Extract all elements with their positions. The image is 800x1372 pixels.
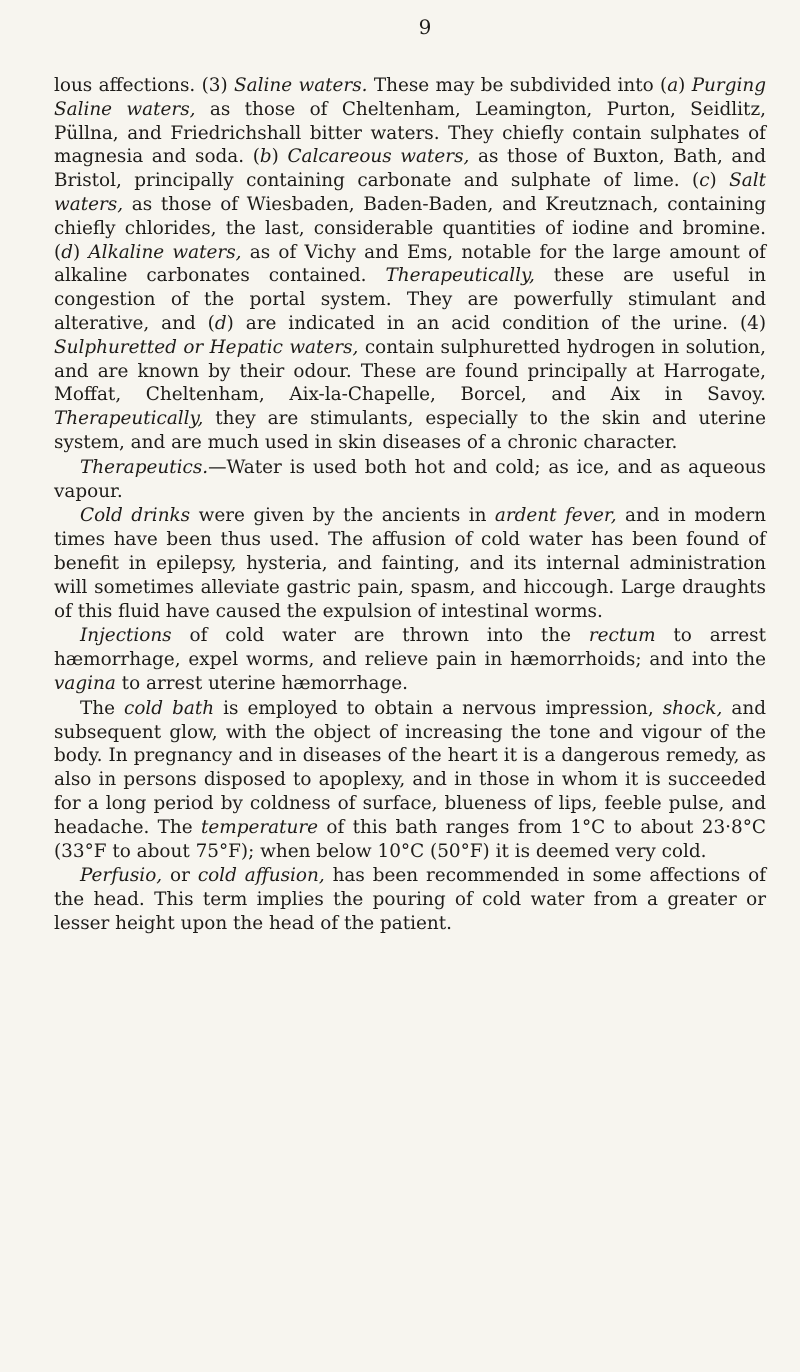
text-run: lous affections. (3)	[54, 75, 235, 96]
text-run: is employed to obtain a nervous impression,	[214, 697, 663, 719]
text-run: were given by the ancients in	[190, 505, 495, 527]
body-text	[54, 74, 766, 936]
text-run: )	[678, 75, 692, 96]
paragraph-p1	[54, 74, 766, 455]
italic-text-run: Saline waters.	[234, 75, 368, 96]
italic-text-run: a	[667, 75, 679, 96]
italic-text-run: Therapeutically,	[54, 408, 204, 430]
text-run: of cold water are thrown into the	[171, 625, 589, 647]
italic-text-run: b	[259, 146, 272, 168]
paragraph-p6	[54, 864, 766, 935]
book-page	[54, 14, 766, 936]
text-run: to arrest hæmorrhage, expel worms, and relieve pain in hæmorrhoids; and into the	[54, 625, 766, 671]
italic-text-run: Alkaline waters,	[88, 241, 242, 263]
text-run: these are useful in congestion of the portal system. They are powerfully stimulant and alterative, and (	[54, 265, 767, 334]
italic-text-run: c	[699, 170, 710, 192]
italic-text-run: d	[214, 312, 227, 334]
text-run: ) are indicated in an acid condition of the urine. (4)	[226, 312, 766, 334]
text-run: to arrest uterine hæmorrhage.	[115, 672, 408, 694]
text-run: contain sulphuretted hydrogen in solution, and are known by their odour. These are found principally at Harrogate, Moffat, Cheltenham, Aix-la-Chapelle, Borcel, and Aix in Savoy.	[54, 336, 766, 406]
italic-text-run: ardent fever,	[494, 505, 617, 527]
text-run: )	[709, 170, 730, 192]
italic-text-run: Perfusio,	[80, 865, 163, 887]
paragraph-p2	[54, 456, 766, 504]
italic-text-run: shock,	[662, 697, 723, 719]
text-run: or	[162, 865, 198, 887]
italic-text-run: temperature	[200, 816, 319, 838]
text-run: as those of Buxton, Bath, and Bristol, principally containing carbonate and sulphate of lime. (	[54, 146, 766, 192]
italic-text-run: cold bath	[124, 697, 215, 719]
text-run: and in modern times have been thus used. The affusion of cold water has been found of benefit in epilepsy, hysteria, and fainting, and its internal administration will sometimes alleviate gastric pain, spasm, and hiccough. Large draughts of this fluid have caused the expulsion of intestinal worms.	[54, 505, 766, 622]
text-run: )	[271, 146, 288, 168]
italic-text-run: cold affusion,	[197, 865, 325, 887]
italic-text-run: Sulphuretted or Hepatic waters,	[54, 336, 359, 358]
text-run: of this bath ranges from 1°C to about 23·8°C (33°F to about 75°F); when below 10°C (50°F) it is deemed very cold.	[54, 816, 766, 862]
text-run: as those of Wiesbaden, Baden-Baden, and Kreutznach, containing chiefly chlorides, the last, considerable quantities of iodine and bromine. (	[54, 193, 766, 263]
italic-text-run: Calcareous waters,	[287, 146, 470, 168]
page-number: 9	[418, 15, 432, 39]
text-run: )	[72, 241, 89, 263]
italic-text-run: rectum	[588, 625, 656, 647]
paragraph-p5	[54, 697, 766, 864]
paragraph-p3	[54, 504, 766, 623]
italic-text-run: Cold drinks	[80, 505, 191, 527]
italic-text-run: Salt waters,	[54, 170, 766, 215]
italic-text-run: Purging Saline waters,	[54, 75, 766, 120]
text-run: as those of Cheltenham, Leamington, Purton, Seidlitz, Püllna, and Friedrichshall bitter waters. They chiefly contain sulphates of magnesia and soda. (	[54, 98, 766, 168]
italic-text-run: d	[61, 241, 73, 263]
text-run: as of Vichy and Ems, notable for the large amount of alkaline carbonates contained.	[54, 241, 766, 287]
text-run: they are stimulants, especially to the skin and uterine system, and are much used in skin diseases of a chronic character.	[54, 408, 766, 453]
text-run: The	[80, 697, 125, 719]
paragraph-p4	[54, 624, 766, 695]
italic-text-run: Therapeutics.	[80, 456, 209, 478]
italic-text-run: Injections	[80, 625, 172, 647]
text-run: These may be subdivided into (	[367, 75, 668, 96]
italic-text-run: Therapeutically,	[385, 265, 535, 287]
text-run: and subsequent glow, with the object of increasing the tone and vigour of the body. In pregnancy and in diseases of the heart it is a dangerous remedy, as also in persons disposed to apoplexy, and in those in whom it is succeeded for a long period by coldness of surface, blueness of lips, feeble pulse, and headache. The	[54, 697, 767, 838]
italic-text-run: vagina	[54, 672, 116, 694]
text-run: has been recommended in some affections of the head. This term implies the pouring of cold water from a greater or lesser height upon the head of the patient.	[54, 865, 766, 934]
text-run: —Water is used both hot and cold; as ice, and as aqueous vapour.	[54, 456, 766, 502]
